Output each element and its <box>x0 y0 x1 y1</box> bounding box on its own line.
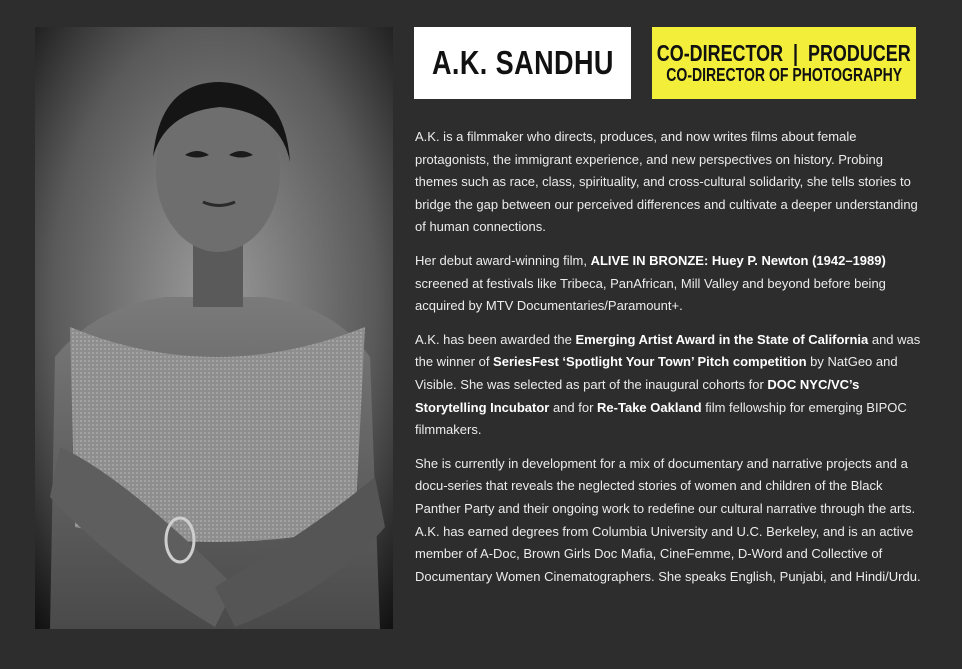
person-name: A.K. SANDHU <box>431 44 614 81</box>
award-name: Emerging Artist Award in the State of California <box>575 331 869 347</box>
bio-p3-text: by NatGeo and Visible. She was selected as part of the inaugural cohorts for <box>415 354 898 392</box>
competition-name: SeriesFest ‘Spotlight Your Town’ Pitch competition <box>493 354 807 370</box>
role-secondary: CO-DIRECTOR OF PHOTOGRAPHY <box>666 64 902 85</box>
bio-text <box>415 126 921 599</box>
incubator-name: DOC NYC/VC’s Storytelling Incubator <box>415 376 860 415</box>
bio-paragraph-1: A.K. is a filmmaker who directs, produces, and now writes films about female protagonists, the immigrant experience, and new perspectives on history. Probing themes such as race, class, spirituality, and cross-cultural solidarity, she tells stories to bridge the gap between our perceived differences and cultivate a deeper understanding of human connections. <box>415 129 918 235</box>
bio-p2-text: Her debut award-winning film, <box>415 252 591 268</box>
bio-p2-text: screened at festivals like Tribeca, PanAfrican, Mill Valley and beyond before being acquired by MTV Documentaries/Paramount+. <box>415 275 886 314</box>
bio-p3-text: A.K. has been awarded the <box>415 331 576 347</box>
name-box <box>414 27 631 99</box>
bio-p3-text: and was the winner of <box>415 331 921 370</box>
bio-paragraph-2 <box>415 250 921 318</box>
portrait-illustration <box>35 27 393 629</box>
bio-paragraph-4: She is currently in development for a mix of documentary and narrative projects and a docu-series that reveals the neglected stories of women and children of the Black Panther Party and their ongoing work to redefine our cultural narrative through the arts. A.K. has earned degrees from Columbia University and U.C. Berkeley, and is an active member of A-Doc, Brown Girls Doc Mafia, CineFemme, D-Word and Collective of Documentary Women Cinematographers. She speaks English, Punjabi, and Hindi/Urdu. <box>415 455 921 584</box>
bio-paragraph-3 <box>415 329 921 442</box>
bio-p3-text: and for <box>549 399 598 415</box>
portrait-photo <box>35 27 393 629</box>
bio-p3-text: film fellowship for emerging BIPOC filmmakers. <box>415 399 907 438</box>
fellowship-name: Re-Take Oakland <box>597 399 702 415</box>
role-primary: CO-DIRECTOR | PRODUCER <box>657 39 911 66</box>
role-box <box>652 27 916 99</box>
film-title: ALIVE IN BRONZE: Huey P. Newton (1942–1989) <box>590 252 886 268</box>
